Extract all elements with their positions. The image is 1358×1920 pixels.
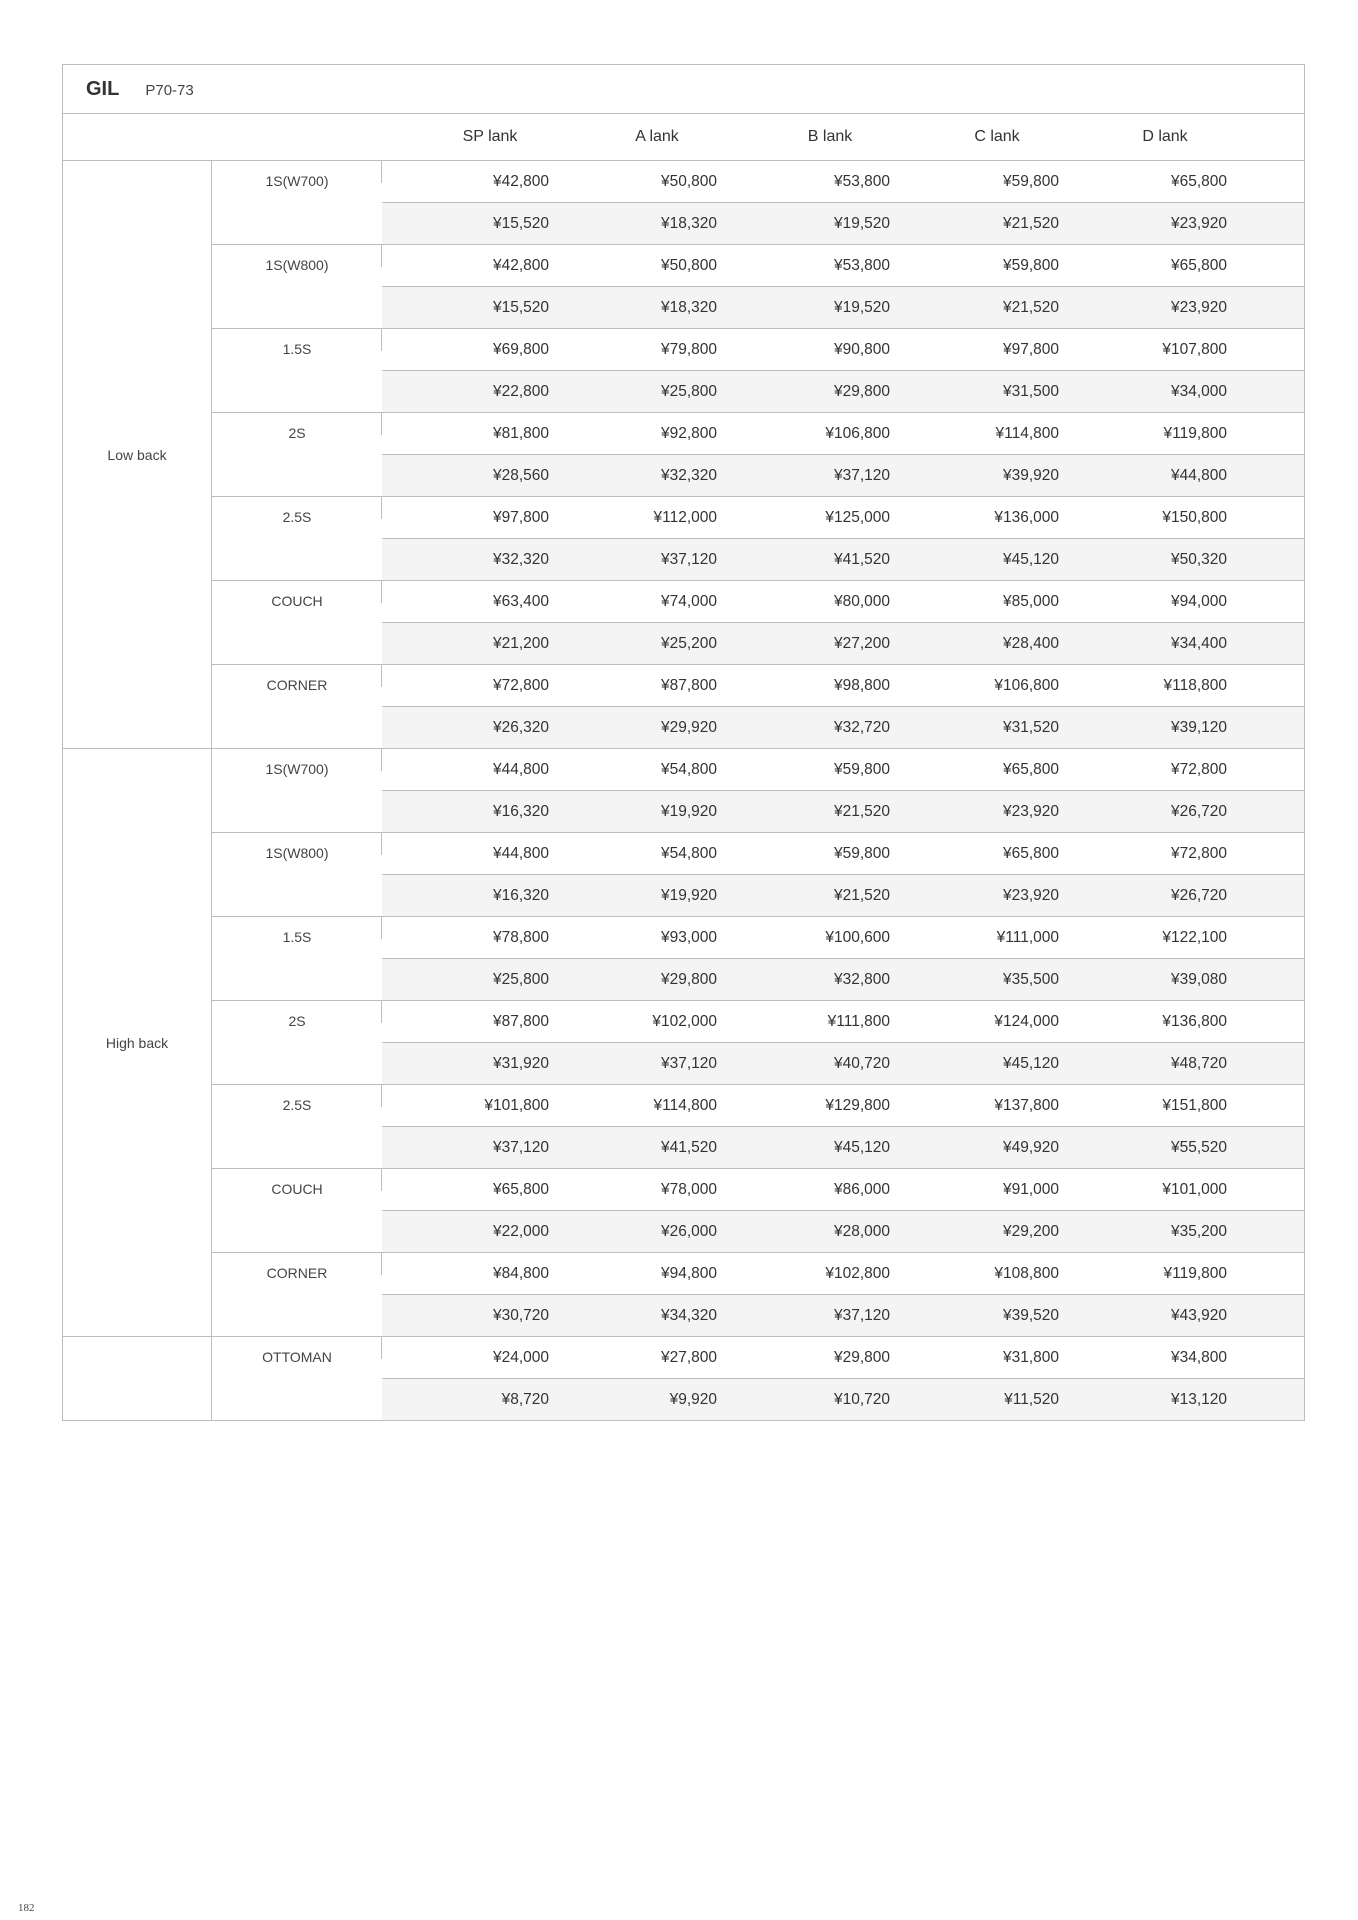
price-cell: ¥136,000 (994, 509, 1059, 526)
item-label: 2S (212, 1001, 382, 1084)
table-row (382, 1211, 1304, 1252)
price-cell: ¥50,800 (660, 173, 717, 190)
price-cell: ¥19,520 (833, 299, 890, 316)
price-cell: ¥39,920 (1002, 467, 1059, 484)
item-label: 1S(W800) (212, 833, 382, 916)
table-row (382, 917, 1304, 959)
price-cell: ¥59,800 (833, 761, 890, 778)
price-cell: ¥65,800 (492, 1181, 549, 1198)
table-row (382, 707, 1304, 748)
page-number: 182 (18, 1902, 35, 1914)
price-cell: ¥44,800 (1170, 467, 1227, 484)
price-cell: ¥26,720 (1170, 887, 1227, 904)
table-row (382, 539, 1304, 580)
price-cell: ¥21,520 (1002, 215, 1059, 232)
price-cell: ¥150,800 (1162, 509, 1227, 526)
price-cell: ¥97,800 (492, 509, 549, 526)
price-cell: ¥26,720 (1170, 803, 1227, 820)
item-label: 2.5S (212, 1085, 382, 1168)
item-label: 2S (212, 413, 382, 496)
price-cell: ¥19,520 (833, 215, 890, 232)
price-cell: ¥42,800 (492, 257, 549, 274)
item-label: CORNER (212, 665, 382, 748)
product-item (212, 917, 1304, 1001)
price-cell: ¥22,800 (492, 383, 549, 400)
product-item (212, 1085, 1304, 1169)
price-cell: ¥91,000 (1002, 1181, 1059, 1198)
price-cell: ¥31,520 (1002, 719, 1059, 736)
table-row (382, 1001, 1304, 1043)
price-cell: ¥50,320 (1170, 551, 1227, 568)
price-cell: ¥44,800 (492, 845, 549, 862)
price-cell: ¥39,120 (1170, 719, 1227, 736)
table-row (382, 161, 1304, 203)
price-cell: ¥43,920 (1170, 1307, 1227, 1324)
price-cell: ¥32,720 (833, 719, 890, 736)
price-cell: ¥29,200 (1002, 1223, 1059, 1240)
product-item (212, 665, 1304, 748)
product-item (212, 161, 1304, 245)
price-cell: ¥44,800 (492, 761, 549, 778)
table-body (63, 161, 1304, 1420)
product-item (212, 581, 1304, 665)
price-cell: ¥79,800 (660, 341, 717, 358)
column-header: SP lank (462, 128, 518, 145)
price-cell: ¥45,120 (1002, 1055, 1059, 1072)
table-row (382, 1127, 1304, 1168)
price-table (62, 64, 1305, 1421)
price-cell: ¥65,800 (1002, 761, 1059, 778)
price-cell: ¥31,920 (492, 1055, 549, 1072)
price-cell: ¥119,800 (1163, 1265, 1227, 1282)
group-label: High back (63, 749, 212, 1336)
product-item (212, 749, 1304, 833)
price-cell: ¥137,800 (994, 1097, 1059, 1114)
price-cell: ¥18,320 (660, 299, 717, 316)
column-header: B lank (807, 128, 853, 145)
price-cell: ¥119,800 (1163, 425, 1227, 442)
price-cell: ¥80,000 (833, 593, 890, 610)
table-row (382, 1295, 1304, 1336)
price-cell: ¥112,000 (653, 509, 717, 526)
price-cell: ¥25,800 (660, 383, 717, 400)
price-cell: ¥29,800 (833, 1349, 890, 1366)
item-label: 2.5S (212, 497, 382, 580)
price-cell: ¥63,400 (492, 593, 549, 610)
price-cell: ¥81,800 (492, 425, 549, 442)
item-label: 1.5S (212, 917, 382, 1000)
price-cell: ¥136,800 (1162, 1013, 1227, 1030)
price-cell: ¥107,800 (1162, 341, 1227, 358)
price-cell: ¥94,000 (1170, 593, 1227, 610)
price-cell: ¥26,000 (660, 1223, 717, 1240)
table-row (382, 1253, 1304, 1295)
price-cell: ¥23,920 (1002, 803, 1059, 820)
table-row (382, 581, 1304, 623)
column-header: D lank (1142, 128, 1188, 145)
price-cell: ¥25,800 (492, 971, 549, 988)
price-cell: ¥100,600 (825, 929, 890, 946)
price-cell: ¥37,120 (492, 1139, 549, 1156)
product-item (212, 1337, 1304, 1420)
price-cell: ¥30,720 (492, 1307, 549, 1324)
price-cell: ¥37,120 (833, 1307, 890, 1324)
price-cell: ¥65,800 (1170, 257, 1227, 274)
price-cell: ¥125,000 (825, 509, 890, 526)
price-cell: ¥151,800 (1162, 1097, 1227, 1114)
table-row (382, 1337, 1304, 1379)
price-cell: ¥37,120 (833, 467, 890, 484)
item-label: 1.5S (212, 329, 382, 412)
price-cell: ¥35,500 (1002, 971, 1059, 988)
price-cell: ¥39,080 (1170, 971, 1227, 988)
price-cell: ¥108,800 (994, 1265, 1059, 1282)
item-label: CORNER (212, 1253, 382, 1336)
product-item (212, 833, 1304, 917)
table-row (382, 1379, 1304, 1420)
table-row (382, 329, 1304, 371)
price-cell: ¥35,200 (1170, 1223, 1227, 1240)
group-label (63, 1337, 212, 1420)
item-label: COUCH (212, 1169, 382, 1252)
price-cell: ¥129,800 (825, 1097, 890, 1114)
price-cell: ¥23,920 (1170, 299, 1227, 316)
price-cell: ¥65,800 (1002, 845, 1059, 862)
price-cell: ¥53,800 (833, 173, 890, 190)
item-label: 1S(W700) (212, 161, 382, 244)
price-cell: ¥32,320 (492, 551, 549, 568)
price-cell: ¥31,500 (1002, 383, 1059, 400)
price-cell: ¥41,520 (660, 1139, 717, 1156)
price-cell: ¥114,800 (653, 1097, 717, 1114)
price-cell: ¥29,800 (833, 383, 890, 400)
table-title-row (63, 65, 1304, 114)
price-cell: ¥22,000 (492, 1223, 549, 1240)
price-cell: ¥59,800 (1002, 173, 1059, 190)
price-cell: ¥124,000 (994, 1013, 1059, 1030)
price-cell: ¥32,800 (833, 971, 890, 988)
price-cell: ¥28,560 (492, 467, 549, 484)
product-item (212, 245, 1304, 329)
table-row (382, 1085, 1304, 1127)
price-cell: ¥72,800 (1170, 761, 1227, 778)
price-cell: ¥101,000 (1162, 1181, 1227, 1198)
price-cell: ¥37,120 (660, 551, 717, 568)
price-cell: ¥13,120 (1170, 1391, 1227, 1408)
column-header: A lank (635, 128, 679, 145)
price-cell: ¥94,800 (660, 1265, 717, 1282)
table-row (382, 245, 1304, 287)
item-label: COUCH (212, 581, 382, 664)
price-cell: ¥23,920 (1170, 215, 1227, 232)
price-cell: ¥9,920 (669, 1391, 717, 1408)
price-cell: ¥41,520 (833, 551, 890, 568)
price-cell: ¥19,920 (660, 887, 717, 904)
price-cell: ¥15,520 (492, 215, 549, 232)
price-cell: ¥29,920 (660, 719, 717, 736)
price-cell: ¥87,800 (660, 677, 717, 694)
product-item (212, 1253, 1304, 1336)
price-cell: ¥25,200 (660, 635, 717, 652)
price-cell: ¥45,120 (1002, 551, 1059, 568)
price-cell: ¥16,320 (492, 803, 549, 820)
price-cell: ¥34,000 (1170, 383, 1227, 400)
price-cell: ¥24,000 (492, 1349, 549, 1366)
price-cell: ¥28,000 (833, 1223, 890, 1240)
product-item (212, 1001, 1304, 1085)
table-row (382, 413, 1304, 455)
table-row (382, 455, 1304, 496)
price-cell: ¥54,800 (660, 761, 717, 778)
price-cell: ¥78,800 (492, 929, 549, 946)
price-cell: ¥27,200 (833, 635, 890, 652)
price-cell: ¥21,520 (833, 887, 890, 904)
price-cell: ¥32,320 (660, 467, 717, 484)
price-cell: ¥48,720 (1170, 1055, 1227, 1072)
price-cell: ¥78,000 (660, 1181, 717, 1198)
price-cell: ¥49,920 (1002, 1139, 1059, 1156)
product-item (212, 413, 1304, 497)
product-title: GIL (86, 77, 120, 100)
price-cell: ¥55,520 (1170, 1139, 1227, 1156)
group-label: Low back (63, 161, 212, 748)
table-row (382, 1043, 1304, 1084)
price-cell: ¥90,800 (833, 341, 890, 358)
price-cell: ¥29,800 (660, 971, 717, 988)
price-cell: ¥102,000 (652, 1013, 717, 1030)
price-cell: ¥87,800 (492, 1013, 549, 1030)
price-cell: ¥86,000 (833, 1181, 890, 1198)
price-cell: ¥8,720 (501, 1391, 549, 1408)
price-cell: ¥92,800 (660, 425, 717, 442)
row-group (63, 1337, 1304, 1420)
table-row (382, 833, 1304, 875)
price-cell: ¥97,800 (1002, 341, 1059, 358)
price-cell: ¥34,400 (1170, 635, 1227, 652)
price-cell: ¥72,800 (1170, 845, 1227, 862)
table-row (382, 287, 1304, 328)
table-row (382, 497, 1304, 539)
price-cell: ¥40,720 (833, 1055, 890, 1072)
page-reference: P70-73 (145, 82, 194, 99)
price-cell: ¥31,800 (1002, 1349, 1059, 1366)
price-cell: ¥10,720 (833, 1391, 890, 1408)
price-cell: ¥98,800 (833, 677, 890, 694)
table-row (382, 875, 1304, 916)
table-row (382, 623, 1304, 664)
price-cell: ¥72,800 (492, 677, 549, 694)
price-cell: ¥45,120 (833, 1139, 890, 1156)
price-cell: ¥37,120 (660, 1055, 717, 1072)
price-cell: ¥101,800 (484, 1097, 549, 1114)
product-item (212, 329, 1304, 413)
price-cell: ¥19,920 (660, 803, 717, 820)
price-cell: ¥21,200 (492, 635, 549, 652)
price-cell: ¥74,000 (660, 593, 717, 610)
product-item (212, 1169, 1304, 1253)
price-cell: ¥28,400 (1002, 635, 1059, 652)
price-cell: ¥50,800 (660, 257, 717, 274)
price-cell: ¥85,000 (1002, 593, 1059, 610)
price-cell: ¥39,520 (1002, 1307, 1059, 1324)
price-cell: ¥93,000 (660, 929, 717, 946)
price-cell: ¥26,320 (492, 719, 549, 736)
table-row (382, 203, 1304, 244)
price-cell: ¥59,800 (833, 845, 890, 862)
price-cell: ¥114,800 (995, 425, 1059, 442)
column-header-row (63, 114, 1304, 161)
table-row (382, 749, 1304, 791)
price-cell: ¥122,100 (1162, 929, 1227, 946)
table-row (382, 665, 1304, 707)
price-cell: ¥111,000 (996, 929, 1059, 946)
price-cell: ¥16,320 (492, 887, 549, 904)
row-group (63, 161, 1304, 749)
table-row (382, 791, 1304, 832)
price-cell: ¥15,520 (492, 299, 549, 316)
price-cell: ¥42,800 (492, 173, 549, 190)
price-cell: ¥34,800 (1170, 1349, 1227, 1366)
price-cell: ¥106,800 (994, 677, 1059, 694)
product-item (212, 497, 1304, 581)
column-header: C lank (974, 128, 1020, 145)
price-cell: ¥23,920 (1002, 887, 1059, 904)
price-cell: ¥59,800 (1002, 257, 1059, 274)
price-cell: ¥106,800 (825, 425, 890, 442)
price-cell: ¥102,800 (825, 1265, 890, 1282)
price-cell: ¥21,520 (1002, 299, 1059, 316)
price-cell: ¥11,520 (1004, 1391, 1059, 1408)
price-cell: ¥18,320 (660, 215, 717, 232)
price-cell: ¥27,800 (660, 1349, 717, 1366)
table-row (382, 371, 1304, 412)
price-cell: ¥34,320 (660, 1307, 717, 1324)
price-cell: ¥84,800 (492, 1265, 549, 1282)
price-cell: ¥118,800 (1163, 677, 1227, 694)
row-group (63, 749, 1304, 1337)
price-cell: ¥54,800 (660, 845, 717, 862)
price-cell: ¥69,800 (492, 341, 549, 358)
price-cell: ¥21,520 (833, 803, 890, 820)
item-label: 1S(W700) (212, 749, 382, 832)
price-cell: ¥53,800 (833, 257, 890, 274)
price-cell: ¥65,800 (1170, 173, 1227, 190)
price-cell: ¥111,800 (827, 1013, 890, 1030)
item-label: 1S(W800) (212, 245, 382, 328)
table-row (382, 959, 1304, 1000)
table-row (382, 1169, 1304, 1211)
item-label: OTTOMAN (212, 1337, 382, 1420)
